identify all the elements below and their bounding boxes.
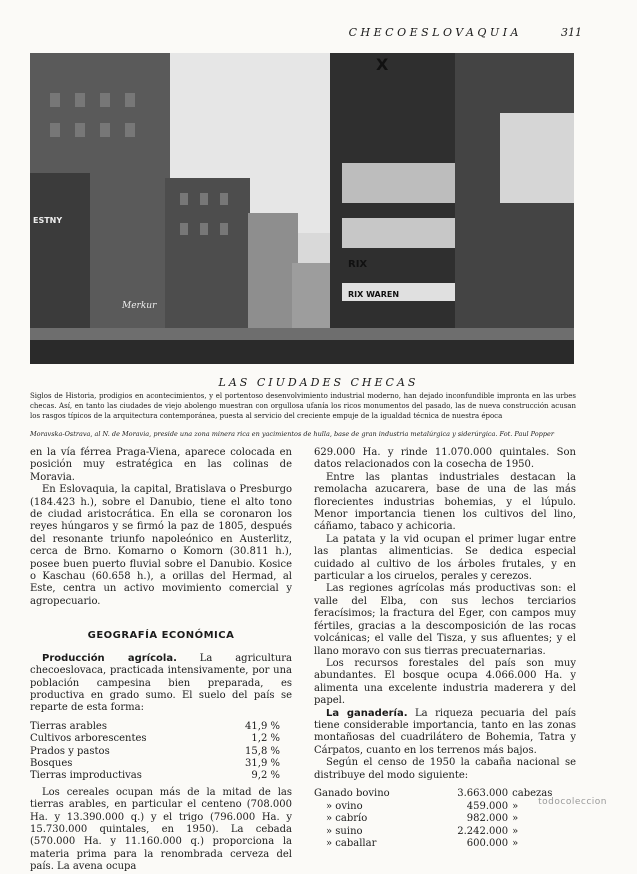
table-row [314,788,576,801]
running-header [0,26,637,42]
sign-rix-waren: RIX WAREN [348,290,400,299]
paragraph: Las regiones agrícolas más productivas son: el valle del Elba, con sus lechos terciarios feracísimos; la fractura del Eger, con campos muy fértiles, gracias a la descomposición de las rocas volcánicas; el valle del Tisza, y sus afluentes; y el llano moravo con sus tierras precuaternarias. [314,583,576,657]
sign-hotel: ESTNY [33,216,63,225]
page-number: 311 [561,26,582,39]
row-unit: » [512,838,519,850]
paragraph: Los cereales ocupan más de la mitad de las tierras arables, en particular el centeno (708.000 Ha. y 13.390.000 q.) y el trigo (796.000 Ha. y 15.730.000 quintales, en 1950). La cebada (570.000 Ha. y 11.160.000 q.) proporciona la materia prima para la renombrada cerveza del país. La avena ocupa [30,786,292,873]
watermark: todocoleccion [538,797,607,807]
row-unit: » [512,800,519,812]
land-use-table [30,721,292,783]
table-row [30,770,292,782]
left-column [30,447,292,874]
row-label: » cabrío [326,813,368,825]
sign-rix: RIX [348,259,368,270]
row-value: 982.000 [466,813,509,825]
row-label: Tierras improductivas [30,770,142,782]
row-value: 9,2 % [251,770,280,782]
table-row [30,746,292,758]
row-value: 459.000 [466,800,509,812]
run-in-heading: Producción agrícola. [42,652,177,664]
row-label: Cultivos arborescentes [30,733,147,745]
paragraph: Según el censo de 1950 la cabaña nacional se distribuye del modo siguiente: [314,757,576,781]
caption-title: LAS CIUDADES CHECAS [218,376,419,389]
row-unit: cabezas [512,787,553,799]
table-row [314,838,576,851]
sign-top-x: X [376,55,389,74]
street-scene-illustration [30,53,574,364]
paragraph [30,653,292,715]
row-label: Ganado bovino [314,787,390,799]
row-label: » caballar [326,838,377,850]
running-title: CHECOESLOVAQUIA [348,26,522,39]
paragraph: La patata y la vid ocupan el primer lugar entre las plantas alimenticias. Se dedica especial cuidado al cultivo de los árboles frutales, y en particular a los ciruelos, perales y cerezos. [314,533,576,583]
paragraph: 629.000 Ha. y rinde 11.070.000 quintales. Son datos relacionados con la cosecha de 1950. [314,447,576,471]
paragraph-text: La agricultura checoeslovaca, practicada intensivamente, por una población campesina bien preparada, es productiva en grado sumo. El suelo del país se reparte de esta forma: [30,652,292,714]
row-label: Bosques [30,757,73,769]
paragraph [314,708,576,758]
table-row [30,733,292,745]
table-row [314,801,576,814]
row-value: 15,8 % [245,745,280,757]
paragraph: Los recursos forestales del país son muy abundantes. El bosque ocupa 4.066.000 Ha. y alimenta una excelente industria maderera y del papel. [314,657,576,707]
row-label: » suino [326,825,363,837]
right-column [314,447,576,851]
run-in-heading: La ganadería. [326,707,408,719]
paragraph: En Eslovaquia, la capital, Bratislava o Presburgo (184.423 h.), sobre el Danubio, tiene el alto tono de ciudad aristocrática. En ella se coronaron los reyes húngaros y se firmó la paz de 1805, después del resonante triunfo napoleónico en Austerlitz, cerca de Brno. Komarno o Komorn (30.811 h.), posee buen puerto fluvial sobre el Danubio. Kosice o Kaschau (60.658 h.), a orillas del Hermad, al Este, centra un activo movimiento comercial y agropecuario. [30,484,292,607]
caption-text: Siglos de Historia, prodigios en acontecimientos, y el portentoso desenvolvimiento industrial moderno, han dejado inconfundible impronta en las urbes checas. Así, en tanto las ciudades de viejo abolengo muestran con orgullosa ufanía los ricos monumentos del pasado, las de nueva construcción acusan los rasgos típicos de la arquitectura contemporánea, puesta al servicio del creciente empuje de la igualdad técnica de nuestra época [30,392,576,421]
table-row [30,721,292,733]
sign-script: Merkur [122,301,157,311]
livestock-table [314,788,576,851]
row-label: » ovino [326,800,363,812]
row-value: 1,2 % [251,733,280,745]
photo-credit: Moravska-Ostrava, al N. de Moravia, preside una zona minera rica en yacimientos de hulla, base de gran industria metalúrgica y siderúrgica. Fot. Paul Popper [30,430,554,438]
row-value: 2.242.000 [457,825,509,837]
row-value: 31,9 % [245,757,280,769]
paragraph: Entre las plantas industriales destacan la remolacha azucarera, base de una de las más florecientes industrias bohemias, y el lúpulo. Menor importancia tienen los cultivos del lino, cáñamo, tabaco y achicoria. [314,471,576,533]
row-label: Tierras arables [30,720,107,732]
table-row [30,758,292,770]
row-value: 3.663.000 [457,787,509,799]
row-label: Prados y pastos [30,745,110,757]
row-value: 600.000 [466,838,509,850]
table-row [314,813,576,826]
table-row [314,826,576,839]
paragraph-text: La riqueza pecuaria del país tiene considerable importancia, tanto en las zonas montañosas del cuadrilátero de Bohemia, Tatra y Cárpatos, cuanto en los terrenos más bajos. [314,707,576,756]
row-value: 41,9 % [245,720,280,732]
row-unit: » [512,813,519,825]
city-photo [30,53,574,364]
paragraph: en la vía férrea Praga-Viena, aparece colocada en posición muy estratégica en las colinas de Moravia. [30,447,292,483]
section-heading: GEOGRAFÍA ECONÓMICA [87,630,235,642]
row-unit: » [512,825,519,837]
